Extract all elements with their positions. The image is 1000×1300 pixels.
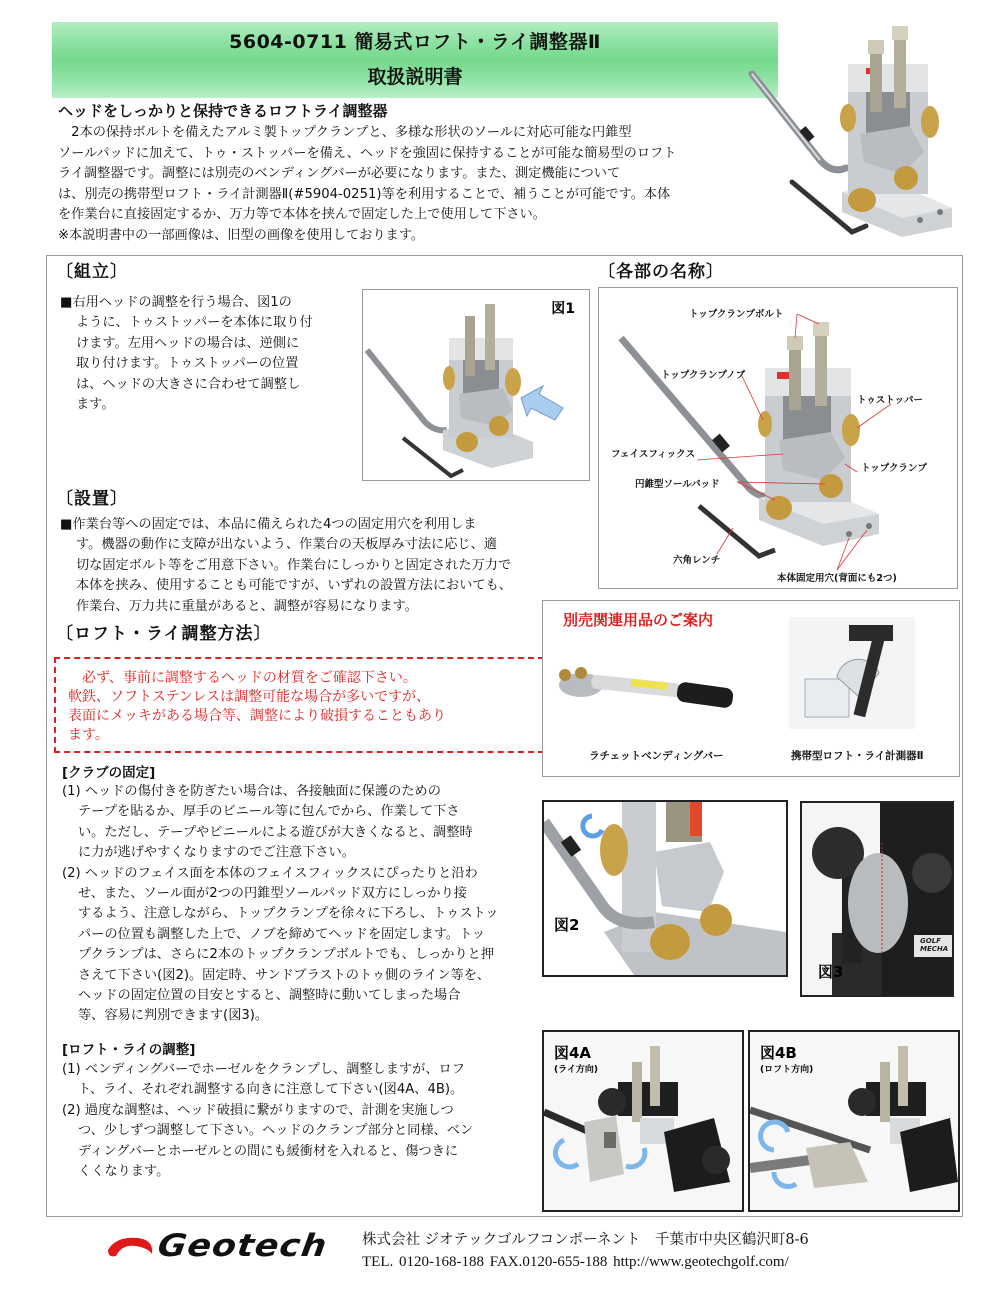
golf-mecha-brand: GOLF MECHA	[920, 937, 949, 953]
club-fix-line: (1) ヘッドの傷付きを防ぎたい場合は、各接触面に保護のための	[62, 784, 441, 799]
arrow-icon	[521, 386, 563, 420]
figure-4b-label: 図4B	[760, 1044, 797, 1062]
callout-top-clamp: トップクランプ	[861, 463, 927, 474]
installation-line: 切な固定ボルト等をご用意下さい。作業台にしっかりと固定された万力で	[76, 557, 512, 573]
loft-lie-line: (2) 過度な調整は、ヘッド破損に繋がりますので、計測を実施しつ	[62, 1102, 454, 1118]
geotech-logo-text: Geotech	[155, 1228, 330, 1264]
document-subtitle: 取扱説明書	[367, 66, 463, 88]
figure-4a-caption: (ライ方向)	[554, 1065, 598, 1075]
installation-body	[60, 515, 512, 617]
loft-lie-heading: [ロフト・ライの調整]	[62, 1042, 196, 1058]
loft-lie-line: つ、少しずつ調整して下さい。ヘッドのクランプ部分と同様、ベン	[78, 1123, 474, 1139]
callout-face-fix: フェイスフィックス	[611, 449, 696, 460]
warning-line: 軟鉄、ソフトステンレスは調整可能な場合が多いですが、	[68, 689, 431, 705]
installation-line: ■作業台等への固定では、本品に備えられた4つの固定用穴を利用しま	[60, 517, 477, 532]
hero-product-image	[742, 22, 988, 248]
intro-heading: ヘッドをしっかりと保持できるロフトライ調整器	[58, 102, 388, 120]
intro-line: は、別売の携帯型ロフト・ライ計測器Ⅱ(#5904-0251)等を利用することで、補うことが可能です。本体	[58, 186, 671, 202]
title-banner	[52, 22, 778, 98]
club-fix-line: に力が逃げやすくなりますのでご注意下さい。	[78, 845, 355, 861]
club-fix-line: するよう、注意しながら、トップクランプを徐々に下ろし、トゥストッ	[78, 906, 499, 922]
club-fix-line: テープを貼るか、厚手のビニール等に包んでから、作業して下さ	[78, 804, 460, 820]
material-warning-box	[54, 657, 544, 753]
ratchet-bending-bar-image	[551, 659, 741, 717]
clamp-closeup-illustration	[544, 802, 786, 975]
callout-top-clamp-knob: トップクランプノブ	[661, 370, 746, 381]
figure-4b-caption: (ロフト方向)	[760, 1065, 814, 1075]
intro-line: ソールパッドに加えて、トゥ・ストッパーを備え、ヘッドを強固に保持することが可能な簡易型のロフト	[58, 145, 677, 161]
figure-1	[362, 289, 590, 481]
warning-line: 表面にメッキがある場合等、調整により破損することもあり	[68, 708, 446, 724]
figure-4a-label: 図4A	[554, 1044, 592, 1062]
figure-2	[542, 800, 788, 977]
club-fix-body	[62, 782, 498, 1027]
warning-line: ます。	[68, 727, 109, 743]
installation-heading: 〔設置〕	[56, 489, 128, 509]
installation-line: 作業台、万力共に重量があると、調整が容易になります。	[76, 598, 418, 614]
club-fix-line: 等、容易に判別できます(図3)。	[78, 1008, 269, 1024]
callout-toe-stopper: トゥストッパー	[857, 395, 923, 406]
callout-top-clamp-bolt: トップクランプボルト	[689, 309, 784, 320]
assembly-line: ■右用ヘッドの調整を行う場合、図1の	[60, 295, 292, 310]
accessories-heading: 別売関連用品のご案内	[563, 611, 714, 629]
club-fix-line: (2) ヘッドのフェイス面を本体のフェイスフィックスにぴったりと沿わ	[62, 865, 478, 881]
club-fix-heading: [クラブの固定]	[62, 765, 156, 781]
intro-body	[58, 123, 758, 246]
assembly-heading: 〔組立〕	[56, 262, 128, 282]
assembly-line: けます。左用ヘッドの場合は、逆側に	[76, 335, 300, 351]
parts-diagram	[598, 287, 958, 589]
figure-4a	[542, 1030, 744, 1212]
assembly-line: ように、トゥストッパーを本体に取り付	[76, 315, 313, 331]
figure-1-label: 図1	[551, 301, 575, 317]
callout-sole-pad: 円錐型ソールパッド	[635, 479, 720, 490]
intro-line: 2本の保持ボルトを備えたアルミ製トップクランプと、多様な形状のソールに対応可能な円錐型	[58, 125, 632, 140]
club-fix-line: い。ただし、テープやビニールによる遊びが大きくなると、調整時	[78, 824, 473, 840]
figure-2-label: 図2	[554, 916, 580, 934]
accessories-box	[542, 600, 960, 777]
assembly-line: ます。	[76, 397, 115, 413]
club-fix-line: せ、また、ソール面が2つの円錐型ソールパッド双方にしっかり接	[78, 886, 467, 902]
company-contact[interactable]: TEL. 0120-168-188 FAX.0120-655-188 http://www.geotechgolf.com/	[362, 1254, 789, 1270]
assembly-line: は、ヘッドの大きさに合わせて調整し	[76, 376, 301, 392]
callout-mounting-holes: 本体固定用穴(背面にも2つ)	[777, 573, 897, 584]
parts-heading: 〔各部の名称〕	[598, 262, 724, 282]
club-fix-line: パーの位置も調整した上で、ノブを締めてヘッドを固定します。トッ	[78, 926, 486, 942]
club-fix-line: ヘッドの固定位置の目安とすると、調整時に動いてしまった場合	[78, 988, 461, 1004]
installation-line: す。機器の動作に支障が出ないよう、作業台の天板厚み寸法に応じ、適	[76, 537, 497, 553]
portable-loft-lie-gauge-image	[789, 617, 915, 729]
method-heading: 〔ロフト・ライ調整方法〕	[56, 624, 272, 644]
loft-lie-line: (1) ベンディングバーでホーゼルをクランプし、調整しますが、ロフ	[62, 1062, 465, 1077]
loft-lie-line: ト、ライ、それぞれ調整する向きに注意して下さい(図4A、4B)。	[78, 1082, 464, 1098]
geotech-logo-mark	[104, 1234, 156, 1260]
installation-line: 本体を挟み、使用することも可能ですが、いずれの設置方法においても、	[76, 578, 512, 594]
rotate-arrow-icon	[583, 816, 602, 836]
loft-lie-adjuster-illustration	[742, 22, 988, 248]
company-address: 株式会社 ジオテックゴルフコンポーネント 千葉市中央区鶴沢町8-6	[362, 1232, 809, 1248]
loft-lie-line: ディングバーとホーゼルとの間にも緩衝材を入れると、傷つきに	[78, 1143, 459, 1159]
intro-note: ※本説明書中の一部画像は、旧型の画像を使用しております。	[58, 227, 425, 243]
parts-illustration	[599, 288, 958, 589]
ratchet-bar-caption: ラチェットベンディングバー	[589, 750, 724, 762]
figure-3-label: 図3	[818, 963, 844, 981]
toe-stopper-illustration	[363, 290, 590, 481]
loft-lie-body	[62, 1060, 473, 1182]
intro-line: を作業台に直接固定するか、万力等で本体を挟んで固定した上で使用して下さい。	[58, 207, 546, 222]
warning-line: 必ず、事前に調整するヘッドの材質をご確認下さい。	[68, 670, 417, 686]
figure-3	[800, 801, 954, 997]
callout-hex-wrench: 六角レンチ	[673, 555, 721, 566]
document-title: 5604-0711 簡易式ロフト・ライ調整器Ⅱ	[229, 31, 601, 53]
assembly-body	[60, 293, 313, 415]
club-fix-line: さえて下さい(図2)。固定時、サンドブラストのトゥ側のライン等を、	[78, 967, 491, 983]
intro-line: ライ調整器です。調整には別売のベンディングバーが必要になります。また、測定機能について	[58, 166, 621, 181]
club-fix-line: プクランプは、さらに2本のトップクランプボルトでも、しっかりと押	[78, 947, 495, 963]
gauge-caption: 携帯型ロフト・ライ計測器Ⅱ	[791, 750, 924, 762]
loft-lie-line: くくなります。	[78, 1164, 170, 1180]
assembly-line: 取り付けます。トゥストッパーの位置	[76, 356, 299, 372]
figure-4b	[748, 1030, 960, 1212]
